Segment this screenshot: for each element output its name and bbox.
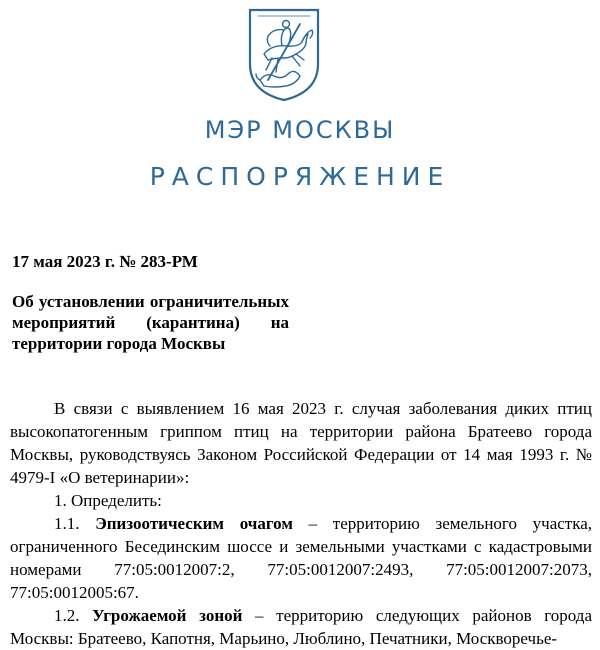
item-number: 1.1. bbox=[54, 514, 80, 533]
paragraph-item-1: 1. Определить: bbox=[54, 491, 162, 510]
moscow-coat-of-arms-icon bbox=[246, 6, 322, 102]
defined-term: Угрожаемой зоной bbox=[92, 606, 243, 625]
document-body bbox=[10, 397, 592, 650]
item-text: – территорию земельного участка, ограниченного Бесединским шоссе и земельными участками с кадастровыми номерами 77:05:0012007:2, 77:05:0012007:2493, 77:05:0012007:2073, 77:05:0012005:67. bbox=[10, 514, 593, 602]
item-text: – территорию следующих районов города Москвы: Братеево, Капотня, Марьино, Люблино, Печатники, Москворечье- bbox=[10, 606, 592, 648]
paragraph-preamble: В связи с выявлением 16 мая 2023 г. случая заболевания диких птиц высокопатогенным гриппом птиц на территории района Братеево города Москвы, руководствуясь Законом Российской Федерации от 14 мая 1993 г. № 4979-I «О ветеринарии»: bbox=[10, 399, 592, 487]
paragraph-item-1-2 bbox=[10, 604, 592, 650]
document-date-number: 17 мая 2023 г. № 283-РМ bbox=[12, 252, 198, 271]
mayor-heading: МЭР МОСКВЫ bbox=[204, 116, 396, 144]
defined-term: Эпизоотическим очагом bbox=[95, 514, 293, 533]
item-number: 1.2. bbox=[54, 606, 80, 625]
document-type-heading: РАСПОРЯЖЕНИЕ bbox=[149, 162, 451, 191]
paragraph-item-1-1 bbox=[10, 512, 592, 604]
document-subject: Об установлении ограничительных мероприятий (карантина) на территории города Москвы bbox=[12, 292, 289, 353]
